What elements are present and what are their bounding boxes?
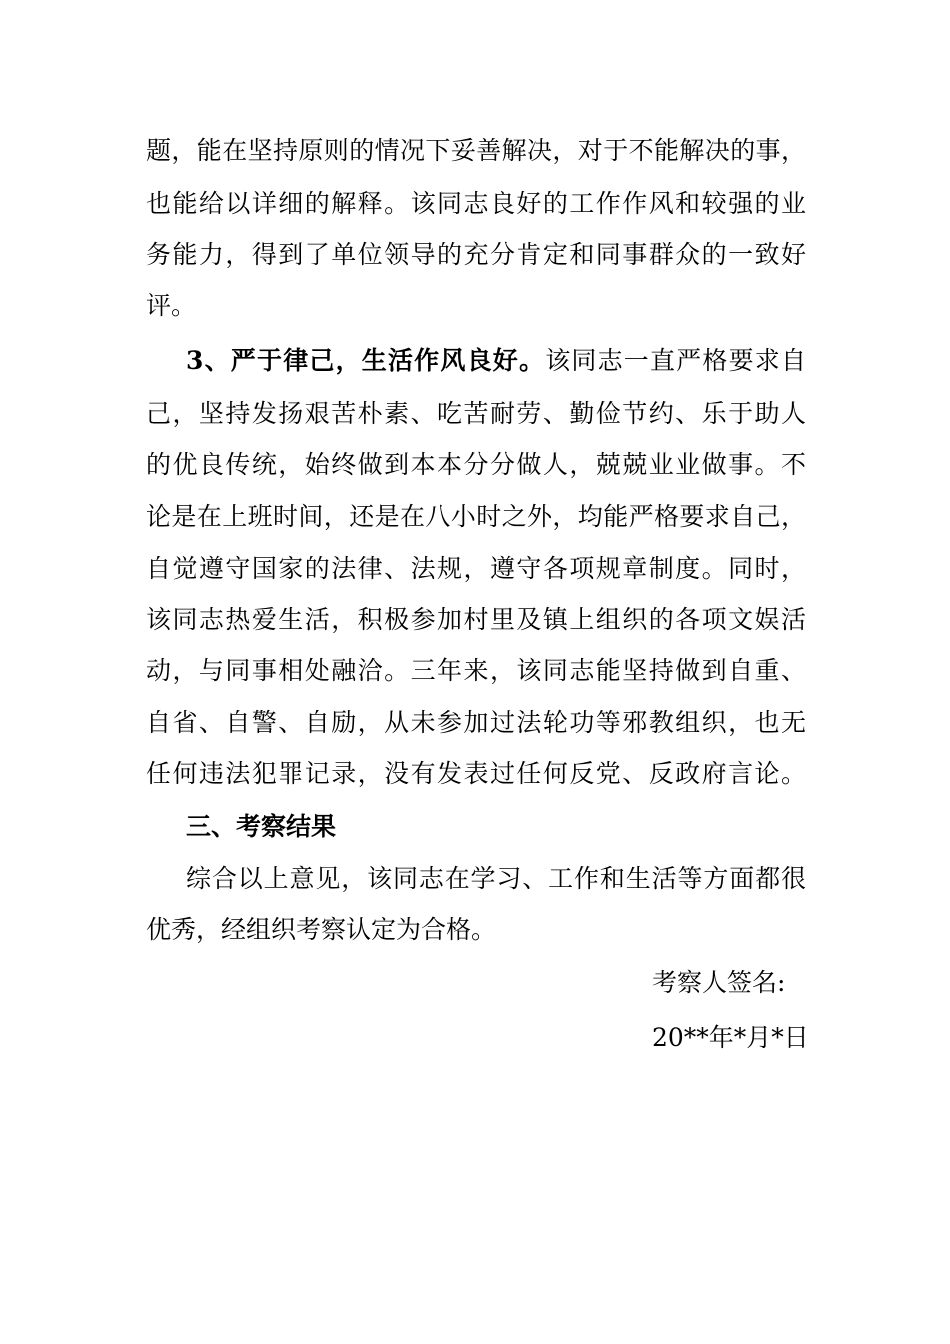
paragraph-1-line-1: 题，能在坚持原则的情况下妥善解决，对于不能解决的事， xyxy=(146,136,806,165)
paragraph-2-line-6: 该同志热爱生活，积极参加村里及镇上组织的各项文娱活 xyxy=(146,605,806,634)
paragraph-2-line-2: 己，坚持发扬艰苦朴素、吃苦耐劳、勤俭节约、乐于助人 xyxy=(146,399,806,428)
paragraph-2-first-line-rest: 该同志一直严格要求自 xyxy=(545,346,806,375)
section-3-title: 三、考察结果 xyxy=(186,812,337,841)
section-3-line-2: 优秀，经组织考察认定为合格。 xyxy=(146,915,497,944)
paragraph-1-line-4: 评。 xyxy=(146,291,197,320)
paragraph-1-line-3: 务能力，得到了单位领导的充分肯定和同事群众的一致好 xyxy=(146,240,806,269)
paragraph-2-line-8: 自省、自警、自励，从未参加过法轮功等邪教组织，也无 xyxy=(146,708,806,737)
paragraph-2-first-line xyxy=(186,346,806,376)
signature-label: 考察人签名: xyxy=(652,968,786,997)
section-3-line-1: 综合以上意见，该同志在学习、工作和生活等方面都很 xyxy=(186,864,806,893)
paragraph-2-line-9: 任何违法犯罪记录，没有发表过任何反党、反政府言论。 xyxy=(146,759,806,788)
paragraph-2-heading: 3、严于律己，生活作风良好。 xyxy=(186,346,546,375)
signature-date: 20**年*月*日 xyxy=(652,1023,809,1052)
paragraph-2-line-5: 自觉遵守国家的法律、法规，遵守各项规章制度。同时， xyxy=(146,554,806,583)
paragraph-2-line-3: 的优良传统，始终做到本本分分做人，兢兢业业做事。不 xyxy=(146,450,806,479)
paragraph-1-line-2: 也能给以详细的解释。该同志良好的工作作风和较强的业 xyxy=(146,189,806,218)
paragraph-2-line-4: 论是在上班时间，还是在八小时之外，均能严格要求自己， xyxy=(146,502,806,531)
paragraph-2-line-7: 动，与同事相处融洽。三年来，该同志能坚持做到自重、 xyxy=(146,656,806,685)
